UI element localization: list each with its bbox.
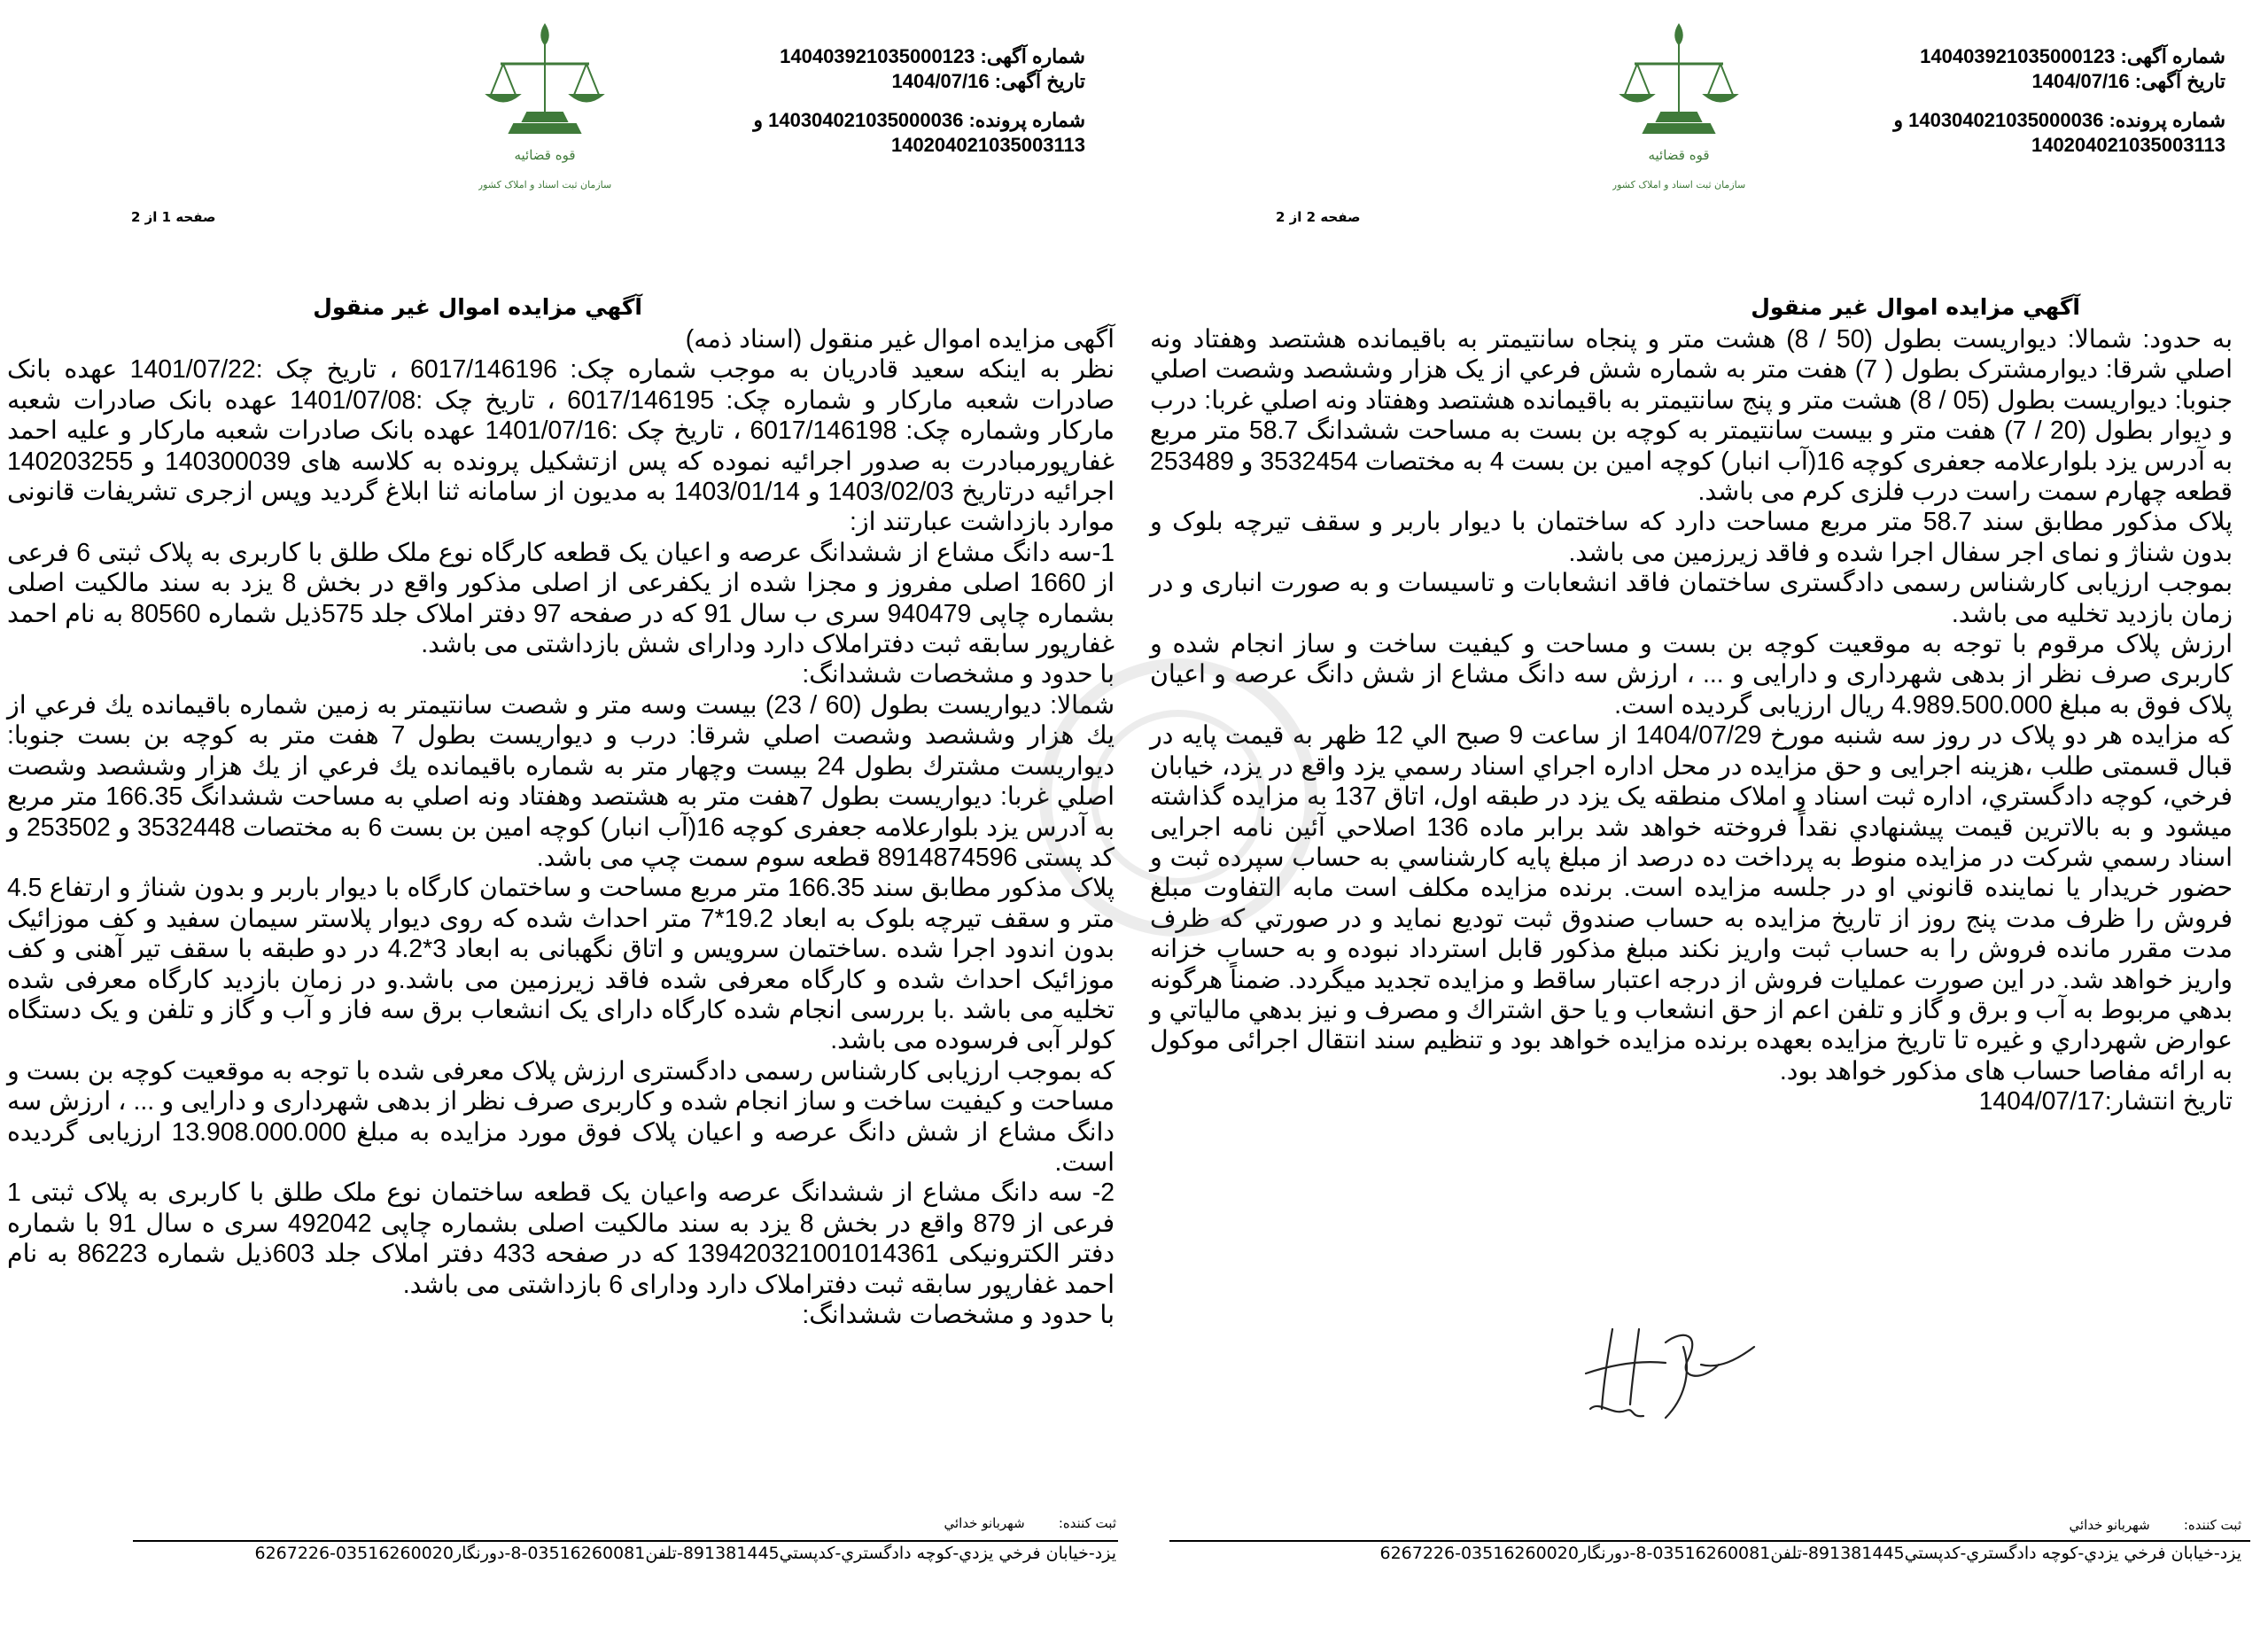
- notice-number: شماره آگهی: 140403921035000123: [1920, 45, 2225, 67]
- file-number-2: 140204021035003113: [890, 134, 1085, 156]
- handwritten-signature: [1577, 1311, 1763, 1427]
- paragraph: 2- سه دانگ مشاع از ششدانگ عرصه واعیان یک قطعه ساختمان نوع ملک طلق با کاربری به پلاک ثبتی 1 فرعی از 879 واقع در بخش 8 یزد به سند مالکیت اصلی بشماره چاپی 492042 سری ه سال 91 با شماره دفتر الکترونیکی 139420321001014361 که در صفحه 433 دفتر املاک جلد 603ذیل شماره 86223 به نام احمد غفارپور سابقه ثبت دفتراملاک دارد ودارای 6 بازداشتی می باشد.: [7, 1179, 1115, 1299]
- judiciary-emblem: [1612, 19, 1745, 206]
- svg-text:سازمان ثبت اسناد و املاک کشور: سازمان ثبت اسناد و املاک کشور: [1612, 179, 1745, 191]
- registrar: [2069, 1517, 2241, 1533]
- paragraph: با حدود و مشخصات ششدانگ:: [802, 1301, 1115, 1329]
- notice-date: تاریخ آگهی: 1404/07/16: [891, 70, 1085, 92]
- judiciary-emblem: [478, 19, 611, 206]
- notice-metadata: [753, 44, 1085, 158]
- page-number: صفحه 2 از 2: [1276, 209, 1361, 225]
- svg-text:سازمان ثبت اسناد و املاک کشور: سازمان ثبت اسناد و املاک کشور: [478, 179, 611, 191]
- page-title: آگهي مزايده اموال غير منقول: [313, 294, 642, 320]
- paragraph: که مزایده هر دو پلاک در روز سه شنبه مورخ 1404/07/29 از ساعت 9 صبح الي 12 ظهر به قیمت پایه در قبال قسمتی طلب ،هزینه اجرایی و حق مزایده در محل اداره اجراي اسناد رسمي یزد واقع در یزد، خیابان فرخي، کوچه دادگستري، اداره ثبت اسناد و املاک منطقه یک یزد در طبقه اول، اتاق 137 به مزایده گذاشته میشود و به بالاترین قیمت پیشنهادي نقداً فروخته خواهد شد برابر ماده 136 اصلاحي آئین نامه اجرایی اسناد رسمي شرکت در مزایده منوط به پرداخت ده درصد از مبلغ پایه کارشناسي به حساب سپرده ثبت و حضور خریدار یا نماینده قانوني او در جلسه مزایده است. برنده مزایده مکلف است مابه التفاوت مبلغ فروش را ظرف مدت پنج روز از تاریخ مزایده به حساب صندوق ثبت تودیع نماید و در صورتي که ظرف مدت مقرر مانده فروش را به حساب ثبت واریز نکند مبلغ مذکور قابل استرداد نبوده و به حساب خزانه واریز خواهد شد. در این صورت عملیات فروش از درجه اعتبار ساقط و مزایده تجدید میگردد. ضمناً هرگونه بدهي مربوط به آب و برق و گاز و تلفن اعم از حق انشعاب و یا حق اشتراك و مصرف و نیز بدهي مالیاتي و عوارض شهرداري و غیره تا تاریخ مزایده بعهده برنده مزایده خواهد بود و تنظیم سند انتقال اجرائی موکول به ارائه مفاصا حساب های مذکور خواهد بود.: [1150, 721, 2233, 1085]
- watermark-logo: [1010, 620, 1347, 975]
- paragraph: که بموجب ارزیابی کارشناس رسمی دادگستری ارزش پلاک معرفی شده با توجه به موقعیت کوچه بن بست و مساحت و کیفیت ساخت و ساز انجام شده و کاربری صرف نظر از بدهی شهرداری و دارایی و ... ، ارزش سه دانگ مشاع از شش دانگ عرصه و اعیان پلاک فوق مورد مزایده به مبلغ 13.908.000.000 ارزیابی گردیده است.: [7, 1056, 1115, 1177]
- paragraph: تاریخ انتشار:1404/07/17: [1978, 1087, 2233, 1116]
- paragraph: پلاک مذکور مطابق سند 58.7 متر مربع مساحت دارد که ساختمان با دیوار باربر و سقف تیرچه بلوک و بدون شناژ و نمای اجر سفال اجرا شده و فاقد زیرزمین می باشد.: [1150, 508, 2233, 567]
- footer-address: يزد-خيابان فرخي يزدي-کوچه دادگستري-کدپستي891381445-تلفن03516260081-8-دورنگار03516260020-6267226: [1379, 1544, 2241, 1563]
- paragraph: ارزش پلاک مرقوم با توجه به موقعیت کوچه بن بست و مساحت و کیفیت ساخت و ساز انجام شده و کاربری صرف نظر از بدهی شهرداری و دارایی و ... ، ارزش سه دانگ مشاع از شش دانگ عرصه و اعیان پلاک فوق به مبلغ 4.989.500.000 ریال ارزیابی گردیده است.: [1150, 630, 2233, 720]
- paragraph: با حدود و مشخصات ششدانگ:: [802, 660, 1115, 689]
- footer-divider: [133, 1540, 1118, 1542]
- registrar-label: ثبت کننده:: [1058, 1515, 1116, 1531]
- scales-of-justice-icon: [478, 19, 611, 206]
- footer-address: يزد-خيابان فرخي يزدي-کوچه دادگستري-کدپستي891381445-تلفن03516260081-8-دورنگار03516260020-6267226: [254, 1544, 1116, 1563]
- page-title: آگهي مزايده اموال غير منقول: [1751, 294, 2080, 320]
- footer-divider: [1169, 1540, 2250, 1542]
- svg-text:قوه قضائیه: قوه قضائیه: [1648, 147, 1710, 163]
- scales-of-justice-icon: [1612, 19, 1745, 206]
- notice-number: شماره آگهی: 140403921035000123: [780, 45, 1085, 67]
- notice-date: تاریخ آگهی: 1404/07/16: [2031, 70, 2225, 92]
- notice-metadata: [1893, 44, 2225, 158]
- registrar-name: شهربانو خدائي: [2069, 1517, 2150, 1533]
- registrar-name: شهربانو خدائي: [944, 1515, 1025, 1531]
- paragraph: به حدود: شمالا: ديواريست بطول (50 / 8) هشت متر و پنجاه سانتيمتر به باقيمانده هشتصد وهفتاد ونه اصلي شرقا: ديوارمشترک بطول ( 7) هفت متر به شماره شش فرعي از يک هزار وششصد وشصت اصلي جنوبا: ديواريست بطول (05 / 8) هشت متر و پنج سانتيمتر به باقيمانده هشتصد وهفتاد ونه اصلي غربا: درب و ديوار بطول (20 / 7) هفت متر و بيست سانتيمتر به کوچه بن بست به مساحت ششدانگ 58.7 متر مربع به آدرس یزد بلوارعلامه جعفری کوچه 16(آب انبار) کوچه امین بن بست 4 به مختصات 3532454 و 253489 قطعه چهارم سمت راست درب فلزی کرم می باشد.: [1150, 325, 2233, 507]
- paragraph: شمالا: ديواريست بطول (60 / 23) بيست وسه متر و شصت سانتيمتر به زمين شماره باقيمانده يك فرعي از يك هزار وششصد وشصت اصلي شرقا: درب و ديواريست بطول 7 هفت متر به كوچه بن بست جنوبا: ديواريست مشترك بطول 24 بيست وچهار متر به شماره باقيمانده يك فرعي از يك هزار وششصد وشصت اصلي غربا: ديواريست بطول 7هفت متر به هشتصد وهفتاد ونه اصلي به مساحت ششدانگ 166.35 متر مربع به آدرس یزد بلوارعلامه جعفری کوچه 16(آب انبار) کوچه امین بن بست 6 به مختصات 3532448 و 253502 و کد پستی 8914874596 قطعه سوم سمت چپ می باشد.: [7, 690, 1115, 872]
- paragraph: پلاک مذکور مطابق سند 166.35 متر مربع مساحت و ساختمان کارگاه با دیوار باربر و بدون شناژ و ارتفاع 4.5 متر و سقف تیرچه بلوک به ابعاد 19.2*7 متر احداث شده که روی دیوار پلاستر سیمان سفید و کف موزائیک بدون اندود اجرا شده .ساختمان سرویس و اتاق نگهبانی به ابعاد 3*4.2 در دو طبقه با سقف تیر آهنی و کف موزائیک احداث شده و کارگاه معرفی شده فاقد زیرزمین می باشد.و در زمان بازدید کارگاه معرفی شده تخلیه می باشد .با بررسی انجام شده کارگاه دارای یک انشعاب برق سه فاز و آب و گاز و تلفن و یک دستگاه کولر آبی فرسوده می باشد.: [7, 874, 1115, 1055]
- paragraph: آگهی مزایده اموال غیر منقول (اسناد ذمه): [685, 325, 1115, 354]
- paragraph: 1-سه دانگ مشاع از ششدانگ عرصه و اعیان یک قطعه کارگاه نوع ملک طلق با کاربری به پلاک ثبتی 6 فرعی از 1660 اصلی مفروز و مجزا شده از یکفرعی از اصلی مذکور واقع در بخش 8 یزد به سند مالکیت اصلی بشماره چاپی 940479 سری ب سال 91 که در صفحه 97 دفتر املاک جلد 575ذیل شماره 80560 به نام احمد غفارپور سابقه ثبت دفتراملاک دارد ودارای شش بازداشتی می باشد.: [7, 538, 1115, 659]
- paragraph: بموجب ارزیابی کارشناس رسمی دادگستری ساختمان فاقد انشعابات و تاسیسات و به صورت انباری و در زمان بازدید تخلیه می باشد.: [1150, 569, 2233, 628]
- svg-text:قوه قضائیه: قوه قضائیه: [514, 147, 576, 163]
- file-number-1: شماره پرونده: 140304021035000036 و: [1893, 109, 2225, 131]
- file-number-2: 140204021035003113: [2031, 134, 2225, 156]
- page-number: صفحه 1 از 2: [131, 209, 216, 225]
- registrar: [944, 1515, 1116, 1531]
- file-number-1: شماره پرونده: 140304021035000036 و: [753, 109, 1085, 131]
- registrar-label: ثبت کننده:: [2183, 1517, 2241, 1533]
- body-text: [7, 324, 1115, 1330]
- paragraph: نظر به اینکه سعید قادریان به موجب شماره چک: 6017/146196 ، تاریخ چک :1401/07/22 عهده بانک صادرات شعبه مارکار و شماره چک: 6017/146195 ، تاریخ چک :1401/07/08 عهده بانک صادرات شعبه مارکار وشماره چک: 6017/146198 ، تاریخ چک :1401/07/16 عهده بانک صادرات شعبه مارکار و علیه احمد غفارپورمبادرت به صدور اجرائیه نموده که پس ازتشکیل پرونده به کلاسه های 140300039 و 140203255 اجرائیه درتاریخ 1403/02/03 و 1403/01/14 به مدیون از سامانه ثنا ابلاغ گردید وپس ازجری تشریفات قانونی موارد بازداشت عبارتند از:: [7, 355, 1115, 537]
